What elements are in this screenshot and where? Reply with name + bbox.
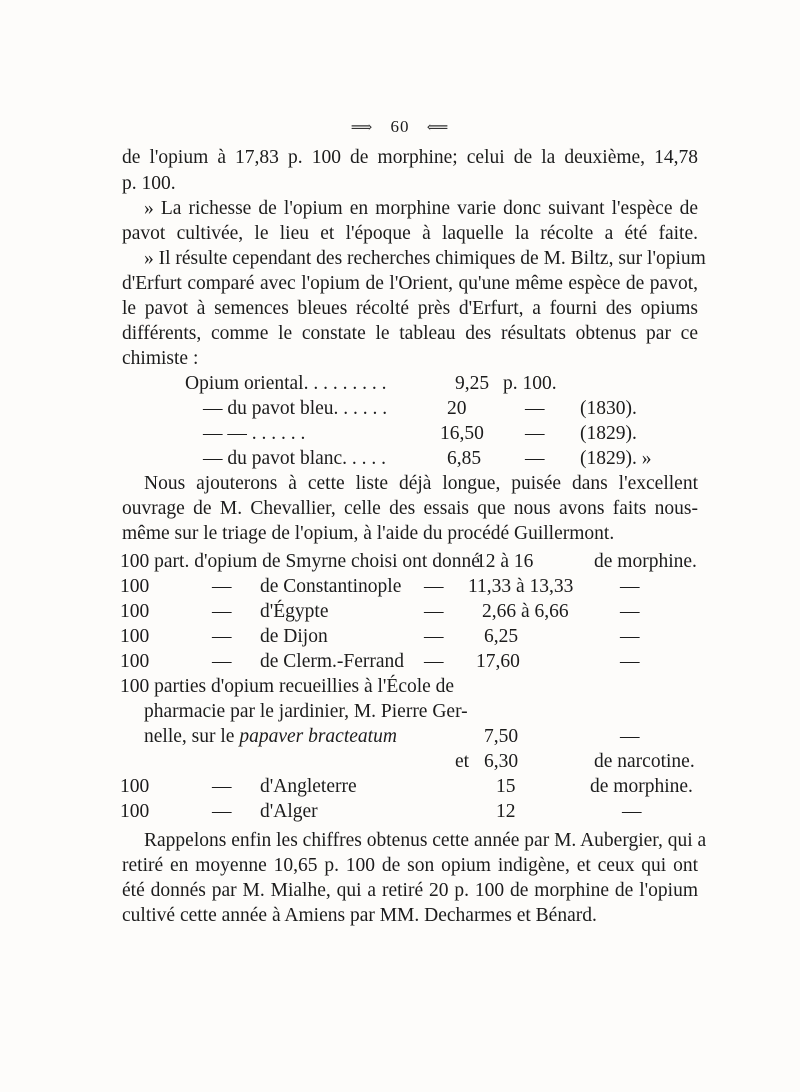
text-line: été donnés par M. Mialhe, qui a retiré 20 p. 100 de morphine de l'opium: [122, 880, 698, 901]
ecole-line: [0, 724, 800, 750]
ecole-line: [0, 674, 800, 700]
morphine-table-row: [0, 799, 800, 825]
biltz-table-row: [0, 396, 800, 422]
row-origin: de Clerm.-Ferrand: [260, 651, 405, 672]
row-text: 100 part. d'opium de Smyrne choisi ont donné: [120, 551, 480, 572]
page-header: [0, 117, 800, 137]
row-label: Opium oriental. . . . . . . . .: [185, 373, 387, 394]
row-dash: —: [212, 626, 232, 647]
biltz-table-row: [0, 446, 800, 472]
text-line: même sur le triage de l'opium, à l'aide du procédé Guillermont.: [122, 523, 615, 544]
biltz-table-row: [0, 371, 800, 397]
ecole-line: [0, 749, 800, 775]
text-line: d'Erfurt comparé avec l'opium de l'Orient, qu'une même espèce de pavot,: [122, 273, 698, 294]
morphine-table-row: [0, 549, 800, 575]
row-dash: —: [424, 576, 444, 597]
row-origin: de Dijon: [260, 626, 328, 647]
row-value: 12 à 16: [476, 551, 534, 572]
row-value: 17,60: [476, 651, 520, 672]
row-label: — du pavot blanc. . . . .: [203, 448, 387, 469]
row-dash: —: [212, 651, 232, 672]
ecole-text: pharmacie par le jardinier, M. Pierre Ger-: [144, 701, 468, 722]
text-line: cultivé cette année à Amiens par MM. Decharmes et Bénard.: [122, 905, 597, 926]
ecole-text-start: nelle, sur le: [144, 726, 235, 747]
text-line: pavot cultivée, le lieu et l'époque à laquelle la récolte a été faite.: [122, 223, 698, 244]
row-note: —: [620, 576, 640, 597]
morphine-table-row: [0, 574, 800, 600]
row-unit: —: [525, 448, 545, 469]
row-value: 6,85: [447, 448, 482, 469]
row-note: —: [620, 651, 640, 672]
species-name: papaver bracteatum: [239, 726, 397, 747]
row-value: 9,25: [455, 373, 490, 394]
morphine-table-row: [0, 624, 800, 650]
row-note: de narcotine.: [594, 751, 695, 772]
row-value: 16,50: [440, 423, 484, 444]
row-origin: de Constantinople: [260, 576, 402, 597]
row-value: 6,30: [484, 751, 519, 772]
text-line: ouvrage de M. Chevallier, celle des essais que nous avons faits nous-: [122, 498, 698, 519]
ornament-right: ⟸: [426, 120, 450, 136]
ecole-text: [144, 724, 397, 750]
ornament-left: ⟹: [350, 120, 374, 136]
row-unit: —: [525, 398, 545, 419]
text-line: p. 100.: [122, 173, 176, 194]
row-dash: —: [212, 601, 232, 622]
row-value: 7,50: [484, 726, 519, 747]
biltz-table-row: [0, 421, 800, 447]
text-line: différents, comme le constate le tableau des résultats obtenus par ce: [122, 323, 698, 344]
morphine-table-row: [0, 649, 800, 675]
row-value: 20: [447, 398, 467, 419]
row-qty: 100: [120, 651, 150, 672]
morphine-table-row: [0, 774, 800, 800]
text-line: le pavot à semences bleues récolté près d'Erfurt, a fourni des opiums: [122, 298, 698, 319]
text-line: de l'opium à 17,83 p. 100 de morphine; celui de la deuxième, 14,78: [122, 147, 698, 168]
row-dash: —: [212, 576, 232, 597]
row-value: 2,66 à 6,66: [482, 601, 569, 622]
row-value: 12: [496, 801, 516, 822]
text-line: chimiste :: [122, 348, 199, 369]
row-label: — du pavot bleu. . . . . .: [203, 398, 388, 419]
ecole-line: [0, 699, 800, 725]
row-value: 6,25: [484, 626, 519, 647]
row-note: —: [620, 601, 640, 622]
row-value: 15: [496, 776, 516, 797]
row-qty: 100: [120, 801, 150, 822]
row-qty: 100: [120, 776, 150, 797]
row-year: (1830).: [580, 398, 637, 419]
row-note: de morphine.: [594, 551, 697, 572]
text-line: » La richesse de l'opium en morphine varie donc suivant l'espèce de: [144, 198, 698, 219]
row-note: —: [620, 626, 640, 647]
row-origin: d'Angleterre: [260, 776, 357, 797]
text-line: Nous ajouterons à cette liste déjà longue, puisée dans l'excellent: [144, 473, 698, 494]
row-note: —: [620, 726, 640, 747]
row-label: — — . . . . . .: [203, 423, 306, 444]
row-dash: —: [424, 651, 444, 672]
row-note: —: [622, 801, 642, 822]
row-year: (1829). »: [580, 448, 652, 469]
row-qty: 100: [120, 626, 150, 647]
row-unit: p. 100.: [503, 373, 557, 394]
morphine-table-row: [0, 599, 800, 625]
row-origin: d'Alger: [260, 801, 318, 822]
et-label: et: [455, 751, 470, 772]
row-dash: —: [424, 601, 444, 622]
row-unit: —: [525, 423, 545, 444]
text-line: Rappelons enfin les chiffres obtenus cette année par M. Aubergier, qui a: [144, 830, 707, 851]
text-line: retiré en moyenne 10,65 p. 100 de son opium indigène, et ceux qui ont: [122, 855, 698, 876]
row-dash: —: [212, 801, 232, 822]
row-year: (1829).: [580, 423, 637, 444]
row-qty: 100: [120, 601, 150, 622]
ecole-text: 100 parties d'opium recueillies à l'École de: [120, 676, 455, 697]
row-dash: —: [212, 776, 232, 797]
row-note: de morphine.: [590, 776, 693, 797]
row-origin: d'Égypte: [260, 601, 329, 622]
row-dash: —: [424, 626, 444, 647]
row-value: 11,33 à 13,33: [468, 576, 574, 597]
row-qty: 100: [120, 576, 150, 597]
page-number: 60: [390, 117, 410, 136]
text-line: » Il résulte cependant des recherches chimiques de M. Biltz, sur l'opium: [144, 248, 706, 269]
